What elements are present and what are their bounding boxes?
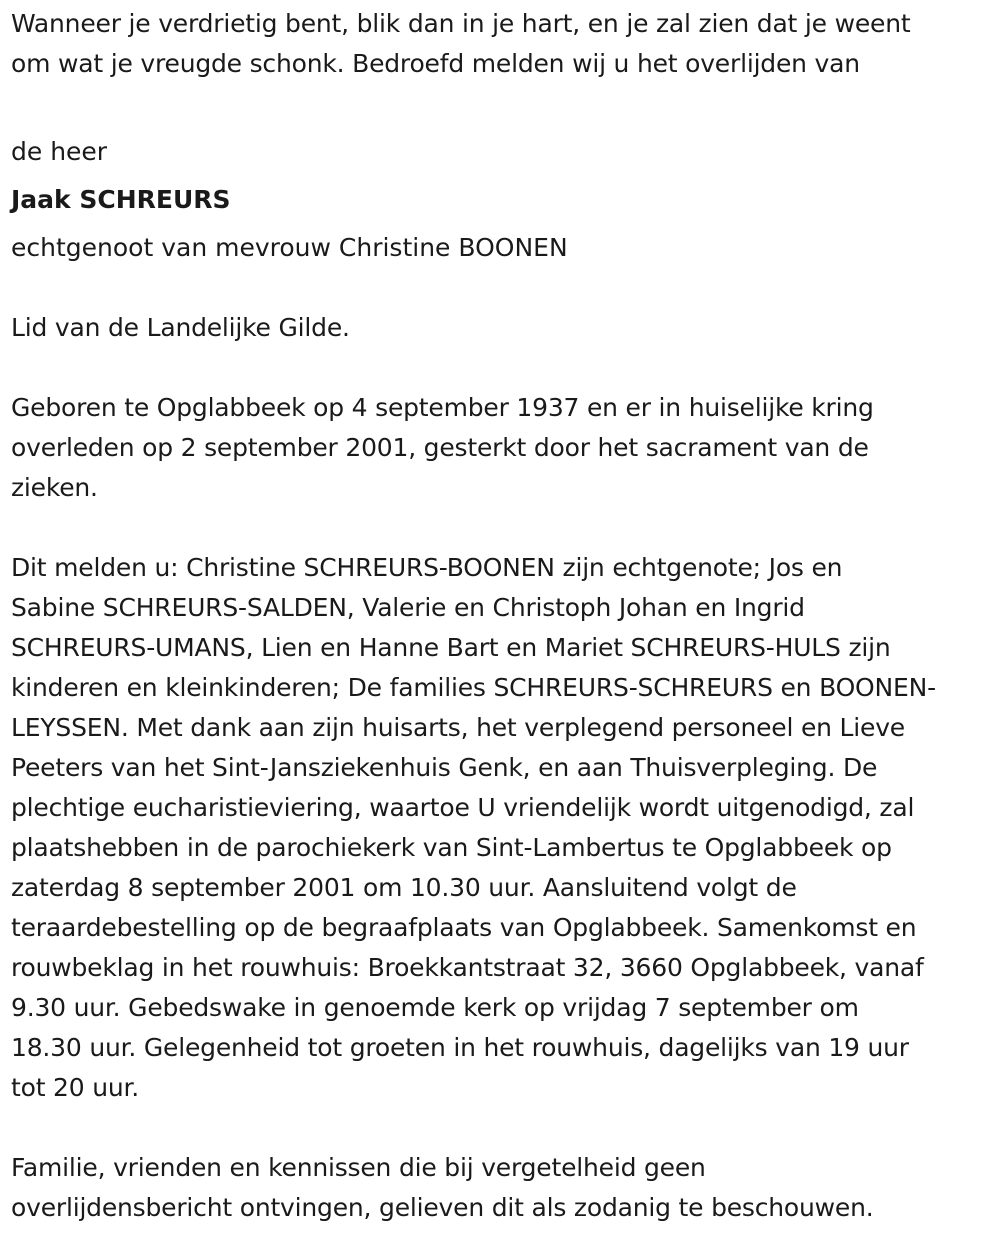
closing-line: overlijdensbericht ontvingen, gelieven dit als zodanig te beschouwen. — [11, 1193, 874, 1222]
announcement-line: Sabine SCHREURS-SALDEN, Valerie en Christoph Johan en Ingrid — [11, 593, 805, 622]
announcement-paragraph — [11, 548, 990, 1108]
announcement-line: Dit melden u: Christine SCHREURS-BOONEN zijn echtgenote; Jos en — [11, 553, 843, 582]
deceased-name: Jaak SCHREURS — [11, 185, 231, 214]
birth-death-paragraph — [11, 388, 990, 508]
honorific: de heer — [11, 137, 108, 166]
announcement-line: SCHREURS-UMANS, Lien en Hanne Bart en Mariet SCHREURS-HULS zijn — [11, 633, 891, 662]
announcement-line: plechtige eucharistieviering, waartoe U vriendelijk wordt uitgenodigd, zal — [11, 793, 915, 822]
intro-line: om wat je vreugde schonk. Bedroefd melden wij u het overlijden van — [11, 49, 860, 78]
announcement-line: kinderen en kleinkinderen; De families SCHREURS-SCHREURS en BOONEN- — [11, 673, 936, 702]
announcement-line: LEYSSEN. Met dank aan zijn huisarts, het verplegend personeel en Lieve — [11, 713, 905, 742]
birth-death-line: zieken. — [11, 473, 98, 502]
closing-paragraph — [11, 1148, 990, 1228]
birth-death-line: Geboren te Opglabbeek op 4 september 1937 en er in huiselijke kring — [11, 393, 874, 422]
announcement-line: tot 20 uur. — [11, 1073, 140, 1102]
announcement-line: plaatshebben in de parochiekerk van Sint-Lambertus te Opglabbeek op — [11, 833, 892, 862]
announcement-line: 9.30 uur. Gebedswake in genoemde kerk op vrijdag 7 september om — [11, 993, 859, 1022]
membership-line: Lid van de Landelijke Gilde. — [11, 313, 350, 342]
announcement-line: teraardebestelling op de begraafplaats van Opglabbeek. Samenkomst en — [11, 913, 917, 942]
spouse-line: echtgenoot van mevrouw Christine BOONEN — [11, 233, 568, 262]
birth-death-line: overleden op 2 september 2001, gesterkt door het sacrament van de — [11, 433, 869, 462]
announcement-line: Peeters van het Sint-Jansziekenhuis Genk, en aan Thuisverpleging. De — [11, 753, 878, 782]
announcement-line: 18.30 uur. Gelegenheid tot groeten in het rouwhuis, dagelijks van 19 uur — [11, 1033, 909, 1062]
intro-line: Wanneer je verdrietig bent, blik dan in je hart, en je zal zien dat je weent — [11, 9, 911, 38]
announcement-line: rouwbeklag in het rouwhuis: Broekkantstraat 32, 3660 Opglabbeek, vanaf — [11, 953, 924, 982]
closing-line: Familie, vrienden en kennissen die bij vergetelheid geen — [11, 1153, 706, 1182]
announcement-line: zaterdag 8 september 2001 om 10.30 uur. Aansluitend volgt de — [11, 873, 797, 902]
intro-paragraph — [11, 4, 990, 84]
